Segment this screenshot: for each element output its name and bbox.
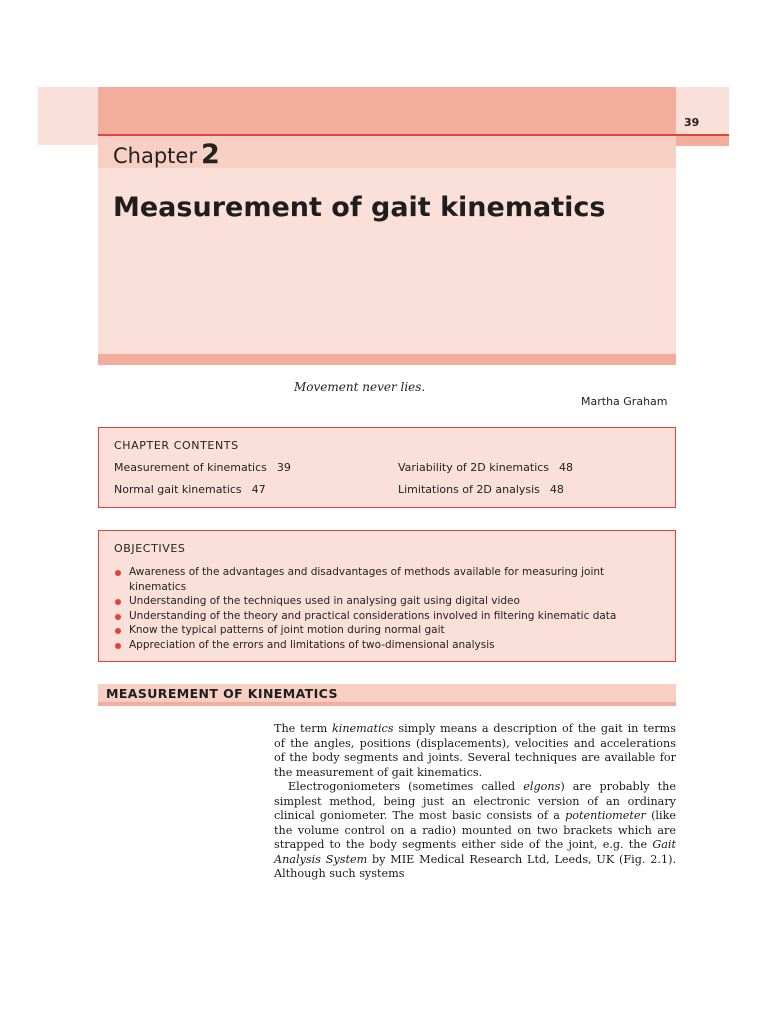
header-band-tab [676,136,729,146]
text-run: simply means a description of the gait in terms of the angles, positions (displacements), velocities and accelerations of the body segments and joints. Several techniques are available for the measurement of gait kinematics. [274,722,676,779]
page-number: 39 [684,116,700,129]
text-run: ) are probably the simplest method, being just an electronic version of an ordinary clinical goniometer. The most basic consists of a [274,780,676,822]
chapter-number: 2 [200,139,220,170]
chapter-word: Chapter [113,144,197,168]
objective-text: Know the typical patterns of joint motion during normal gait [129,624,445,637]
header-band-left [38,87,98,145]
term-gait-analysis-system: Gait Analysis System [274,838,676,866]
contents-item[interactable] [398,483,564,496]
contents-item-page: 39 [276,461,291,474]
objective-text: Understanding of the theory and practical considerations involved in filtering kinematic data [129,609,617,622]
contents-item-page: 48 [559,461,574,474]
contents-item-title: Variability of 2D kinematics [398,461,550,474]
contents-item-title: Measurement of kinematics [114,461,267,474]
chapter-label [113,139,220,170]
chapter-contents-heading: CHAPTER CONTENTS [114,439,239,452]
chapter-title: Measurement of gait kinematics [113,192,606,223]
section-heading: MEASUREMENT OF KINEMATICS [106,686,338,701]
objective-text: Understanding of the techniques used in analysing gait using digital video [129,595,520,608]
objectives-heading: OBJECTIVES [114,542,186,555]
paragraph [274,780,676,882]
objectives-list [114,565,659,653]
objective-text: Awareness of the advantages and disadvantages of methods available for measuring joint kinematics [129,566,605,593]
text-run: by MIE Medical Research Ltd, Leeds, UK (Fig. 2.1). Although such systems [274,852,676,880]
bullet-icon [115,614,121,620]
bullet-icon [115,628,121,634]
contents-item-title: Normal gait kinematics [114,483,242,496]
paragraph [274,722,676,780]
section-heading-underline [98,702,676,706]
objective-item [114,594,659,609]
term-kinematics: kinematics [332,722,394,735]
bullet-icon [115,599,121,605]
term-elgons: elgons [523,780,561,793]
text-run: The term [274,722,332,735]
term-potentiometer: potentiometer [565,809,646,822]
text-run: Electrogoniometers (sometimes called [288,780,524,793]
contents-item[interactable] [398,461,573,474]
contents-item-page: 48 [549,483,564,496]
contents-item-title: Limitations of 2D analysis [398,483,540,496]
bullet-icon [115,570,121,576]
contents-item[interactable] [114,461,291,474]
bullet-icon [115,643,121,649]
chapter-bottom-bar [98,354,676,365]
objective-item [114,638,659,653]
text-run: (like the volume control on a radio) mounted on two brackets which are strapped to the body segments either side of the joint, e.g. the [274,809,676,851]
body-text [274,722,676,882]
objective-item [114,609,659,624]
header-band [98,87,676,135]
contents-item[interactable] [114,483,266,496]
contents-item-page: 47 [251,483,266,496]
objective-text: Appreciation of the errors and limitations of two-dimensional analysis [129,638,495,651]
objective-item [114,565,659,594]
objective-item [114,623,659,638]
epigraph-quote: Movement never lies. [294,380,426,394]
epigraph-author: Martha Graham [581,395,668,408]
